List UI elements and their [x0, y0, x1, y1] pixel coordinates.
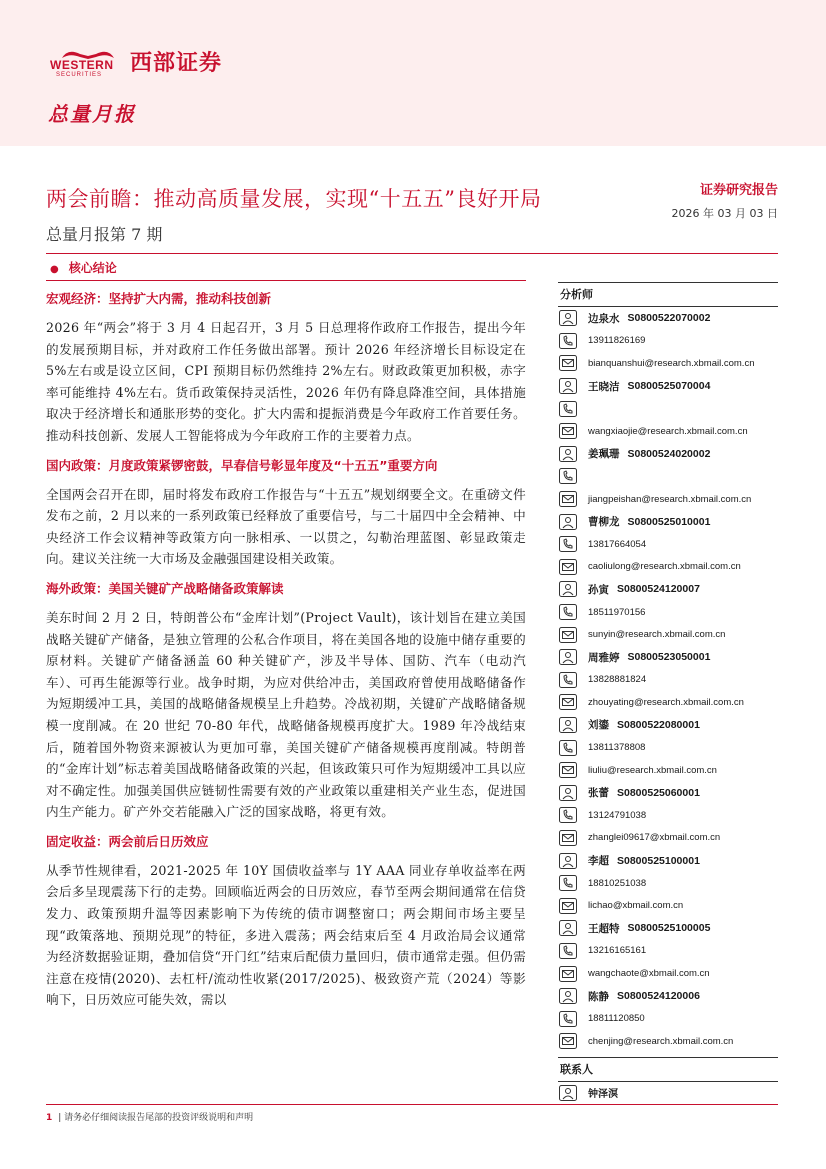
- phone-icon: [558, 468, 578, 484]
- footer-disclaimer: | 请务必仔细阅读报告尾部的投资评级说明和声明: [58, 1113, 254, 1123]
- contact-row: [558, 1082, 778, 1105]
- page-title: 两会前瞻：推动高质量发展，实现“十五五”良好开局: [46, 187, 542, 211]
- analyst-phone: 13216165161: [588, 945, 647, 957]
- analyst-phone-row: [558, 397, 778, 420]
- analyst-row: [558, 849, 778, 872]
- analyst-name: 边泉水: [588, 312, 620, 325]
- analyst-email[interactable]: chenjing@research.xbmail.com.cn: [588, 1035, 734, 1047]
- analyst-phone-row: [558, 465, 778, 488]
- section-heading-macro: 宏观经济：坚持扩大内需，推动科技创新: [46, 291, 272, 306]
- phone-icon: [558, 333, 578, 349]
- section-heading-overseas: 海外政策：美国关键矿产战略储备政策解读: [46, 580, 284, 596]
- section-heading-fixed-income: 固定收益：两会前后日历效应: [46, 833, 209, 849]
- email-icon: [558, 694, 578, 710]
- analyst-email[interactable]: wangxiaojie@research.xbmail.com.cn: [588, 425, 748, 437]
- analyst-email-row: [558, 352, 778, 375]
- section-body-macro: 2026 年“两会”将于 3 月 4 日起召开，3 月 5 日总理将作政府工作报告，提出今年的发展预期目标，并对政府工作任务做出部署。预计 2026 年经济增长目标设定在 5%左右或是设立区间，CPI 预期目标仍然维持 2%左右。财政政策更加积极，赤字率可能维持 4%左右。货币政策保持灵活性，2026 年仍有降息降准空间，具体措施取决于经济增长和通胀形势的变化。扩大内需和提振消费是今年政府工作首要任务。推动科技创新、发展人工智能将成为今年政府工作的主要着力点。: [46, 320, 526, 443]
- page-subtitle: 总量月报第 7 期: [46, 225, 163, 244]
- bullet-icon: ●: [50, 264, 59, 275]
- analyst-email-row: [558, 623, 778, 646]
- footer-divider: [46, 1104, 778, 1105]
- email-icon: [558, 898, 578, 914]
- section-heading-domestic: 国内政策：月度政策紧锣密鼓，早春信号彰显年度及“十五五”重要方向: [46, 457, 438, 473]
- person-icon: [558, 378, 578, 394]
- report-type-label: 证券研究报告: [699, 183, 778, 198]
- analyst-cert: S0800525100001: [617, 854, 700, 867]
- email-icon: [558, 830, 578, 846]
- person-icon: [558, 446, 578, 462]
- analyst-phone: 13811378808: [588, 742, 646, 754]
- analyst-email-row: [558, 1030, 778, 1053]
- person-icon: [558, 649, 578, 665]
- analyst-phone-row: [558, 601, 778, 624]
- analyst-phone-row: [558, 330, 778, 353]
- analyst-phone: 18511970156: [588, 606, 646, 618]
- analyst-email[interactable]: zhouyating@research.xbmail.com.cn: [588, 696, 744, 708]
- main-content: [46, 288, 526, 1021]
- analyst-email-row: [558, 556, 778, 579]
- analyst-email-row: [558, 420, 778, 443]
- analysts-label: 分析师: [560, 288, 593, 301]
- phone-icon: [558, 536, 578, 552]
- analyst-row: [558, 578, 778, 601]
- analyst-row: [558, 307, 778, 330]
- analyst-name: 姜珮珊: [588, 448, 620, 461]
- core-divider: [46, 280, 526, 281]
- western-logo-mark: [48, 48, 124, 76]
- analyst-phone-row: [558, 872, 778, 895]
- analyst-phone-row: [558, 804, 778, 827]
- analyst-email-row: [558, 827, 778, 850]
- analyst-row: [558, 646, 778, 669]
- analyst-email[interactable]: zhanglei09617@xbmail.com.cn: [588, 832, 721, 844]
- email-icon: [558, 559, 578, 575]
- analyst-row: [558, 375, 778, 398]
- person-icon: [558, 717, 578, 733]
- core-conclusion-label: [50, 259, 117, 276]
- analyst-cert: S0800522080001: [617, 718, 700, 731]
- analyst-phone: 13911826169: [588, 335, 646, 347]
- analyst-cert: S0800524020002: [627, 447, 711, 460]
- analyst-phone-row: [558, 669, 778, 692]
- person-icon: [558, 988, 578, 1004]
- analyst-phone: 18811120850: [588, 1013, 645, 1025]
- phone-icon: [558, 875, 578, 891]
- person-icon: [558, 920, 578, 936]
- analyst-email-row: [558, 759, 778, 782]
- analyst-name: 周雅婷: [588, 651, 620, 664]
- analyst-email[interactable]: liuliu@research.xbmail.com.cn: [588, 764, 717, 776]
- phone-icon: [558, 401, 578, 417]
- analyst-cert: S0800525070004: [627, 380, 711, 393]
- email-icon: [558, 966, 578, 982]
- analyst-cert: S0800525010001: [627, 515, 711, 528]
- person-icon: [558, 853, 578, 869]
- title-divider: [46, 253, 778, 254]
- person-icon: [558, 310, 578, 326]
- analyst-email[interactable]: caoliulong@research.xbmail.com.cn: [588, 561, 741, 573]
- analyst-phone-row: [558, 736, 778, 759]
- analyst-phone-row: [558, 533, 778, 556]
- analyst-name: 曹柳龙: [588, 516, 620, 529]
- analyst-phone: 13124791038: [588, 809, 647, 821]
- contact-name: 钟泽溟: [588, 1089, 618, 1101]
- analyst-cert: S0800525100005: [627, 922, 711, 935]
- page-number: 1: [46, 1113, 53, 1123]
- analyst-name: 孙寅: [588, 583, 609, 596]
- phone-icon: [558, 604, 578, 620]
- analyst-phone: 13817664054: [588, 538, 647, 550]
- analyst-list: [558, 307, 778, 1053]
- analyst-row: [558, 917, 778, 940]
- report-category: 总量月报: [48, 102, 136, 126]
- analyst-email-row: [558, 488, 778, 511]
- analyst-phone-row: [558, 940, 778, 963]
- analyst-phone: 13828881824: [588, 674, 647, 686]
- phone-icon: [558, 1011, 578, 1027]
- analyst-cert: S0800524120007: [617, 583, 700, 596]
- section-body-domestic: 全国两会召开在即，届时将发布政府工作报告与“十五五”规划纲要全文。在重磅文件发布之前，2 月以来的一系列政策已经释放了重要信号，与二十届四中全会精神、中央经济工作会议精神等政策方向一脉相承、一以贯之，勾勒治理蓝图、彰显政策走向。建议关注统一大市场及金融强国建设相关政策。: [46, 486, 526, 567]
- phone-icon: [558, 740, 578, 756]
- report-date: 2026 年 03 月 03 日: [671, 207, 778, 220]
- analyst-row: [558, 781, 778, 804]
- email-icon: [558, 355, 578, 371]
- person-icon: [558, 785, 578, 801]
- analyst-phone: 18810251038: [588, 877, 647, 889]
- brand-name-en-sub: SECURITIES: [56, 71, 103, 78]
- email-icon: [558, 423, 578, 439]
- analyst-phone-row: [558, 1007, 778, 1030]
- brand-logo: [48, 46, 222, 77]
- person-icon: [558, 581, 578, 597]
- analyst-email[interactable]: sunyin@research.xbmail.com.cn: [588, 629, 726, 641]
- analyst-email[interactable]: jiangpeishan@research.xbmail.com.cn: [588, 493, 752, 505]
- analyst-row: [558, 443, 778, 466]
- analyst-email[interactable]: wangchaote@xbmail.com.cn: [588, 968, 710, 980]
- person-icon: [558, 1085, 578, 1101]
- section-body-overseas: 美东时间 2 月 2 日，特朗普公布“金库计划”(Project Vault)，该计划旨在建立美国战略关键矿产储备，是独立管理的公私合作项目，将在美国各地的设施中储存重要的原材料。关键矿产储备涵盖 60 种关键矿产，涉及半导体、国防、汽车（电动汽车）、可再生能源等行业。战争时期，为应对供给冲击，美国政府曾使用战略储备作为短期缓冲工具，美国的战略储备规模呈上升趋势。冷战初期，关键矿产战略储备规模一度削减。在 20 世纪 70-80 年代，战略储备规模再度扩大。1989 年冷战结束后，随着国外物资来源被认为更加可靠，美国关键矿产储备规模再度削减。特朗普的“金库计划”标志着美国战略储备政策的兴起，但该政策只可作为短期缓冲工具以应对不确定性。加强美国供应链韧性需要有效的产业政策以重建相关产业生态，促进国内生产能力。矿产外交若能融入广泛的国家战略，将更有效。: [46, 609, 526, 820]
- analyst-row: [558, 985, 778, 1008]
- phone-icon: [558, 672, 578, 688]
- footer: [46, 1110, 253, 1123]
- analyst-email[interactable]: bianquanshui@research.xbmail.com.cn: [588, 357, 755, 369]
- email-icon: [558, 491, 578, 507]
- sidebar: [558, 282, 778, 1104]
- analyst-name: 陈静: [588, 990, 609, 1003]
- email-icon: [558, 627, 578, 643]
- analyst-cert: S0800523050001: [627, 651, 711, 664]
- analyst-email-row: [558, 691, 778, 714]
- brand-name-en: WESTERN: [50, 57, 114, 72]
- contacts-label: 联系人: [560, 1062, 593, 1076]
- analyst-email-row: [558, 894, 778, 917]
- analyst-name: 李超: [588, 855, 609, 868]
- analyst-row: [558, 510, 778, 533]
- analyst-name: 王超特: [588, 922, 620, 935]
- analyst-cert: S0800522070002: [627, 312, 711, 325]
- phone-icon: [558, 943, 578, 959]
- analyst-row: [558, 714, 778, 737]
- phone-icon: [558, 807, 578, 823]
- email-icon: [558, 762, 578, 778]
- analyst-cert: S0800525060001: [617, 786, 700, 799]
- person-icon: [558, 514, 578, 530]
- core-conclusion-text: 核心结论: [68, 261, 117, 275]
- brand-name-cn: 西部证券: [130, 51, 223, 76]
- analyst-email[interactable]: lichao@xbmail.com.cn: [588, 900, 684, 912]
- section-body-fixed-income: 从季节性规律看，2021-2025 年 10Y 国债收益率与 1Y AAA 同业存单收益率在两会后多呈现震荡下行的走势。回顾临近两会的日历效应，春节至两会期间通常在信贷发力、政策预期升温等因素影响下为传统的债市调整窗口；两会期间市场主要呈现“政策落地、预期兑现”的特征，多进入震荡；两会结束后至 4 月政治局会议通常为经济数据验证期，叠加信贷“开门红”结束后配债力量回归，债市通常走强。但仍需注意在疫情(2020)、去杠杆/流动性收紧(2017/2025)、极致资产荒（2024）等影响下，日历效应可能失效，需以: [46, 862, 526, 1008]
- analyst-cert: S0800524120006: [617, 990, 700, 1003]
- email-icon: [558, 1033, 578, 1049]
- analyst-name: 刘鎏: [588, 719, 609, 732]
- analyst-email-row: [558, 962, 778, 985]
- analyst-name: 张蕾: [588, 787, 609, 800]
- analyst-name: 王晓洁: [588, 380, 620, 393]
